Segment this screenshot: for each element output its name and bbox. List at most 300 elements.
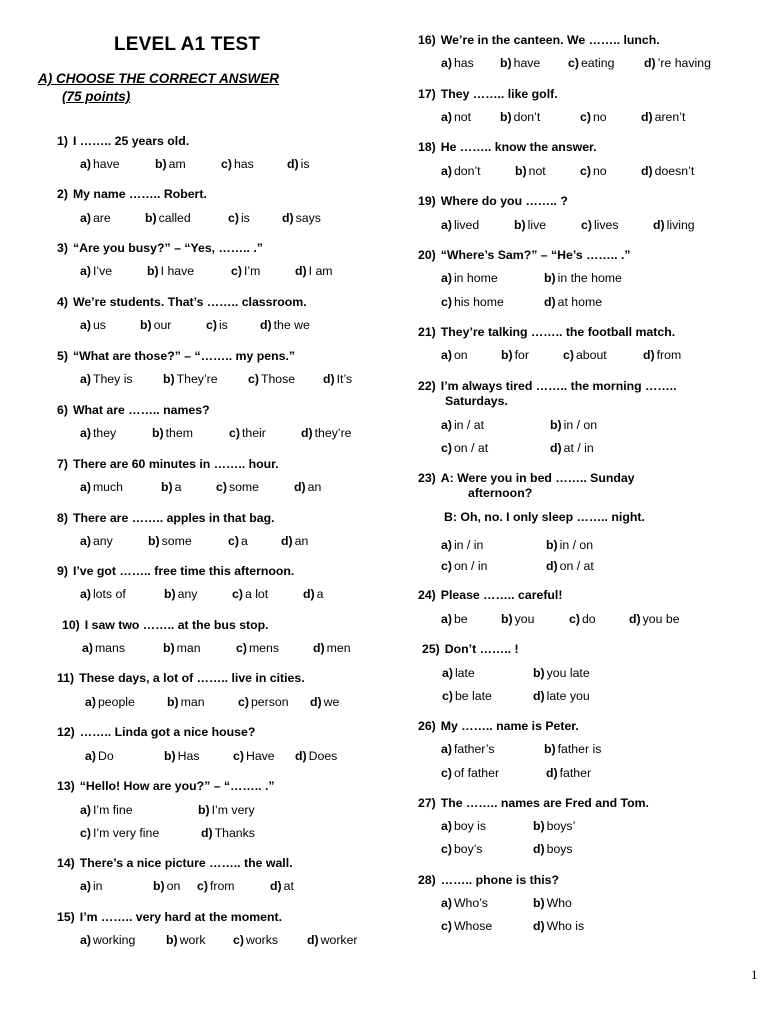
option-letter: d) xyxy=(653,218,665,232)
answer-option-17-a[interactable] xyxy=(441,110,471,124)
question-16 xyxy=(418,33,660,47)
question-text: “Hello! How are you?” – “…….. .” xyxy=(79,779,275,793)
option-letter: c) xyxy=(228,534,239,548)
option-text: father xyxy=(559,766,592,780)
option-text: no xyxy=(592,110,607,124)
answer-option-6-c[interactable] xyxy=(229,426,266,440)
question-text: My name …….. Robert. xyxy=(72,187,207,201)
question-28 xyxy=(418,873,559,887)
question-text: I saw two …….. at the bus stop. xyxy=(84,618,269,632)
answer-option-23-a[interactable] xyxy=(441,538,483,552)
option-text: at xyxy=(283,879,294,893)
option-letter: a) xyxy=(80,879,91,893)
answer-option-8-a[interactable] xyxy=(80,534,113,548)
option-text: are xyxy=(92,211,111,225)
option-text: have xyxy=(92,157,120,171)
option-text: from xyxy=(656,348,682,362)
option-text: boy is xyxy=(453,819,487,833)
option-letter: a) xyxy=(80,264,91,278)
answer-option-1-b[interactable] xyxy=(155,157,186,171)
option-letter: b) xyxy=(533,666,545,680)
option-letter: b) xyxy=(140,318,152,332)
option-letter: d) xyxy=(546,766,558,780)
question-number: 9) xyxy=(57,564,68,578)
answer-option-4-a[interactable] xyxy=(80,318,106,332)
option-letter: d) xyxy=(533,919,545,933)
option-letter: b) xyxy=(167,695,179,709)
answer-option-18-c[interactable] xyxy=(580,164,607,178)
answer-option-11-a[interactable] xyxy=(85,695,135,709)
answer-option-15-b[interactable] xyxy=(166,933,206,947)
option-letter: a) xyxy=(82,641,93,655)
question-text: There are …….. apples in that bag. xyxy=(72,511,275,525)
option-text: Who’s xyxy=(453,896,488,910)
answer-option-13-d[interactable] xyxy=(201,826,255,840)
answer-option-22-c[interactable] xyxy=(441,441,488,455)
option-letter: c) xyxy=(441,559,452,573)
answer-option-18-a[interactable] xyxy=(441,164,481,178)
question-18 xyxy=(418,140,597,154)
answer-option-11-b[interactable] xyxy=(167,695,205,709)
option-letter: a) xyxy=(80,480,91,494)
question-text-continued: Saturdays. xyxy=(445,394,508,408)
option-text: some xyxy=(228,480,260,494)
option-letter: a) xyxy=(441,896,452,910)
answer-option-22-a[interactable] xyxy=(441,418,484,432)
answer-option-9-c[interactable] xyxy=(232,587,268,601)
option-letter: b) xyxy=(153,879,165,893)
question-text: I …….. 25 years old. xyxy=(72,134,190,148)
question-number: 26) xyxy=(418,719,436,733)
question-17 xyxy=(418,87,558,101)
option-text: boys xyxy=(546,842,573,856)
question-number: 5) xyxy=(57,349,68,363)
answer-option-7-c[interactable] xyxy=(216,480,259,494)
question-number: 22) xyxy=(418,379,436,393)
question-number: 28) xyxy=(418,873,436,887)
option-letter: b) xyxy=(514,218,526,232)
option-text: on / at xyxy=(453,441,489,455)
option-letter: a) xyxy=(85,695,96,709)
question-number: 27) xyxy=(418,796,436,810)
question-1 xyxy=(57,134,189,148)
answer-option-17-d[interactable] xyxy=(641,110,685,124)
option-letter: c) xyxy=(441,766,452,780)
option-text: their xyxy=(241,426,266,440)
answer-option-25-c[interactable] xyxy=(442,689,492,703)
question-3 xyxy=(57,241,263,255)
option-text: any xyxy=(92,534,113,548)
answer-option-21-a[interactable] xyxy=(441,348,468,362)
answer-option-3-d[interactable] xyxy=(295,264,333,278)
option-letter: d) xyxy=(270,879,282,893)
option-text: I am xyxy=(308,264,333,278)
option-letter: b) xyxy=(166,933,178,947)
option-text: is xyxy=(240,211,250,225)
answer-option-19-d[interactable] xyxy=(653,218,695,232)
option-text: I’ve xyxy=(92,264,113,278)
option-text: live xyxy=(527,218,547,232)
option-letter: d) xyxy=(310,695,322,709)
option-text: Has xyxy=(177,749,200,763)
question-text: I’ve got …….. free time this afternoon. xyxy=(72,564,295,578)
option-text: on / in xyxy=(453,559,488,573)
option-text: on / at xyxy=(559,559,594,573)
answer-option-22-d[interactable] xyxy=(550,441,594,455)
option-text: I’m xyxy=(243,264,261,278)
answer-option-25-a[interactable] xyxy=(442,666,475,680)
answer-option-2-c[interactable] xyxy=(228,211,250,225)
option-letter: b) xyxy=(148,534,160,548)
answer-option-5-c[interactable] xyxy=(248,372,295,386)
option-letter: b) xyxy=(163,641,175,655)
answer-option-20-b[interactable] xyxy=(544,271,622,285)
option-text: in xyxy=(92,879,103,893)
question-26 xyxy=(418,719,579,733)
answer-option-3-b[interactable] xyxy=(147,264,194,278)
question-number: 13) xyxy=(57,779,75,793)
question-number: 1) xyxy=(57,134,68,148)
option-text: from xyxy=(209,879,235,893)
option-text: I’m very fine xyxy=(92,826,160,840)
option-text: Those xyxy=(260,372,296,386)
option-letter: c) xyxy=(229,426,240,440)
answer-option-14-a[interactable] xyxy=(80,879,103,893)
option-letter: c) xyxy=(580,110,591,124)
option-text: his home xyxy=(453,295,504,309)
option-text: in / in xyxy=(453,538,484,552)
option-text: boys’ xyxy=(546,819,576,833)
answer-option-26-c[interactable] xyxy=(441,766,499,780)
answer-option-2-b[interactable] xyxy=(145,211,191,225)
answer-option-12-d[interactable] xyxy=(295,749,337,763)
option-letter: d) xyxy=(546,559,558,573)
question-text: They’re talking …….. the football match. xyxy=(440,325,676,339)
option-letter: a) xyxy=(80,157,91,171)
answer-option-20-c[interactable] xyxy=(441,295,504,309)
option-text: lived xyxy=(453,218,480,232)
answer-option-21-d[interactable] xyxy=(643,348,681,362)
answer-option-21-c[interactable] xyxy=(563,348,607,362)
question-6 xyxy=(57,403,210,417)
answer-option-16-a[interactable] xyxy=(441,56,474,70)
option-text: boy’s xyxy=(453,842,483,856)
answer-option-9-a[interactable] xyxy=(80,587,126,601)
option-text: an xyxy=(307,480,322,494)
option-letter: c) xyxy=(206,318,217,332)
answer-option-14-d[interactable] xyxy=(270,879,294,893)
option-letter: b) xyxy=(501,612,513,626)
option-letter: b) xyxy=(147,264,159,278)
answer-option-24-d[interactable] xyxy=(629,612,680,626)
option-letter: c) xyxy=(580,164,591,178)
answer-option-9-b[interactable] xyxy=(164,587,197,601)
answer-option-26-a[interactable] xyxy=(441,742,495,756)
option-text: in home xyxy=(453,271,498,285)
question-text: I’m …….. very hard at the moment. xyxy=(79,910,283,924)
question-text: Please …….. careful! xyxy=(440,588,563,602)
question-number: 20) xyxy=(418,248,436,262)
option-text: living xyxy=(666,218,695,232)
answer-option-6-a[interactable] xyxy=(80,426,116,440)
question-8 xyxy=(57,511,275,525)
option-text: a lot xyxy=(244,587,269,601)
option-letter: d) xyxy=(287,157,299,171)
question-text: …….. phone is this? xyxy=(440,873,559,887)
answer-option-4-b[interactable] xyxy=(140,318,171,332)
option-letter: c) xyxy=(233,749,244,763)
answer-option-12-c[interactable] xyxy=(233,749,275,763)
option-text: they xyxy=(92,426,117,440)
answer-option-7-b[interactable] xyxy=(161,480,181,494)
question-21 xyxy=(418,325,675,339)
option-text: of father xyxy=(453,766,500,780)
answer-option-8-c[interactable] xyxy=(228,534,248,548)
question-25 xyxy=(422,642,519,656)
answer-option-21-b[interactable] xyxy=(501,348,529,362)
answer-option-18-d[interactable] xyxy=(641,164,694,178)
answer-option-25-b[interactable] xyxy=(533,666,590,680)
option-text: men xyxy=(326,641,351,655)
answer-option-15-c[interactable] xyxy=(233,933,278,947)
option-letter: b) xyxy=(544,742,556,756)
option-letter: b) xyxy=(550,418,562,432)
answer-option-10-a[interactable] xyxy=(82,641,125,655)
option-letter: b) xyxy=(533,819,545,833)
answer-option-9-d[interactable] xyxy=(303,587,323,601)
answer-option-16-b[interactable] xyxy=(500,56,540,70)
option-text: be xyxy=(453,612,468,626)
answer-option-19-a[interactable] xyxy=(441,218,479,232)
option-text: at / in xyxy=(563,441,594,455)
option-letter: a) xyxy=(80,587,91,601)
question-10 xyxy=(62,618,269,632)
question-text: They …….. like golf. xyxy=(440,87,558,101)
option-text: Have xyxy=(245,749,275,763)
option-letter: d) xyxy=(303,587,315,601)
answer-option-19-b[interactable] xyxy=(514,218,546,232)
option-text: mans xyxy=(94,641,126,655)
option-letter: a) xyxy=(441,110,452,124)
answer-option-26-b[interactable] xyxy=(544,742,601,756)
answer-option-6-d[interactable] xyxy=(301,426,352,440)
answer-option-10-c[interactable] xyxy=(236,641,279,655)
answer-option-4-d[interactable] xyxy=(260,318,310,332)
section-label: A) CHOOSE THE CORRECT ANSWER xyxy=(38,71,280,86)
option-text: worker xyxy=(320,933,358,947)
answer-option-5-d[interactable] xyxy=(323,372,352,386)
answer-option-15-d[interactable] xyxy=(307,933,358,947)
answer-option-8-b[interactable] xyxy=(148,534,192,548)
question-4 xyxy=(57,295,307,309)
answer-option-4-c[interactable] xyxy=(206,318,228,332)
option-letter: d) xyxy=(533,842,545,856)
answer-option-13-a[interactable] xyxy=(80,803,133,817)
answer-option-10-b[interactable] xyxy=(163,641,201,655)
answer-option-12-b[interactable] xyxy=(164,749,199,763)
option-text: any xyxy=(177,587,198,601)
answer-option-28-a[interactable] xyxy=(441,896,488,910)
answer-option-27-c[interactable] xyxy=(441,842,482,856)
question-text: Where do you …….. ? xyxy=(440,194,568,208)
option-letter: b) xyxy=(500,56,512,70)
option-letter: c) xyxy=(568,56,579,70)
option-letter: a) xyxy=(441,218,452,232)
answer-option-1-a[interactable] xyxy=(80,157,120,171)
question-text: “Are you busy?” – “Yes, …….. .” xyxy=(72,241,263,255)
option-letter: c) xyxy=(228,211,239,225)
option-letter: c) xyxy=(441,441,452,455)
option-letter: d) xyxy=(544,295,556,309)
option-letter: c) xyxy=(441,919,452,933)
question-number: 6) xyxy=(57,403,68,417)
option-letter: b) xyxy=(164,749,176,763)
answer-option-2-a[interactable] xyxy=(80,211,111,225)
option-text: them xyxy=(165,426,193,440)
answer-option-17-b[interactable] xyxy=(500,110,540,124)
option-text: on xyxy=(166,879,181,893)
answer-option-24-c[interactable] xyxy=(569,612,596,626)
question-number: 10) xyxy=(62,618,80,632)
answer-option-16-c[interactable] xyxy=(568,56,614,70)
option-text: no xyxy=(592,164,607,178)
option-text: called xyxy=(158,211,191,225)
option-text: ’re having xyxy=(657,56,711,70)
question-number: 7) xyxy=(57,457,68,471)
option-text: doesn’t xyxy=(654,164,695,178)
question-number: 18) xyxy=(418,140,436,154)
option-letter: c) xyxy=(80,826,91,840)
option-text: has xyxy=(233,157,254,171)
option-letter: a) xyxy=(441,348,452,362)
answer-option-20-d[interactable] xyxy=(544,295,602,309)
question-24 xyxy=(418,588,562,602)
question-number: 2) xyxy=(57,187,68,201)
question-text: These days, a lot of …….. live in cities. xyxy=(79,671,305,685)
option-text: do xyxy=(581,612,596,626)
option-letter: c) xyxy=(563,348,574,362)
option-letter: c) xyxy=(441,295,452,309)
answer-option-8-d[interactable] xyxy=(281,534,308,548)
option-letter: a) xyxy=(441,56,452,70)
answer-option-14-b[interactable] xyxy=(153,879,180,893)
answer-option-13-b[interactable] xyxy=(198,803,255,817)
option-text: It’s xyxy=(336,372,353,386)
question-number: 15) xyxy=(57,910,75,924)
answer-option-11-d[interactable] xyxy=(310,695,339,709)
option-text: person xyxy=(250,695,289,709)
question-number: 3) xyxy=(57,241,68,255)
answer-option-28-b[interactable] xyxy=(533,896,572,910)
option-letter: d) xyxy=(281,534,293,548)
option-letter: b) xyxy=(163,372,175,386)
answer-option-18-b[interactable] xyxy=(515,164,546,178)
answer-option-25-d[interactable] xyxy=(533,689,590,703)
answer-option-7-d[interactable] xyxy=(294,480,321,494)
answer-option-15-a[interactable] xyxy=(80,933,135,947)
question-5 xyxy=(57,349,295,363)
option-letter: d) xyxy=(641,164,653,178)
option-letter: d) xyxy=(313,641,325,655)
answer-option-27-b[interactable] xyxy=(533,819,575,833)
answer-option-27-a[interactable] xyxy=(441,819,486,833)
answer-option-23-b[interactable] xyxy=(546,538,593,552)
option-letter: d) xyxy=(260,318,272,332)
answer-option-10-d[interactable] xyxy=(313,641,351,655)
question-7 xyxy=(57,457,279,471)
option-letter: a) xyxy=(80,318,91,332)
answer-option-6-b[interactable] xyxy=(152,426,193,440)
option-letter: c) xyxy=(238,695,249,709)
answer-option-11-c[interactable] xyxy=(238,695,289,709)
option-letter: b) xyxy=(544,271,556,285)
option-text: man xyxy=(180,695,205,709)
answer-option-7-a[interactable] xyxy=(80,480,123,494)
option-letter: b) xyxy=(198,803,210,817)
answer-option-1-d[interactable] xyxy=(287,157,310,171)
option-text: works xyxy=(245,933,279,947)
answer-option-24-b[interactable] xyxy=(501,612,534,626)
answer-option-16-d[interactable] xyxy=(644,56,711,70)
question-number: 11) xyxy=(57,671,75,685)
option-text: working xyxy=(92,933,136,947)
option-letter: a) xyxy=(441,742,452,756)
answer-option-5-b[interactable] xyxy=(163,372,218,386)
answer-option-19-c[interactable] xyxy=(581,218,619,232)
answer-option-26-d[interactable] xyxy=(546,766,591,780)
option-text: late you xyxy=(546,689,590,703)
question-23 xyxy=(418,471,635,485)
answer-option-14-c[interactable] xyxy=(197,879,235,893)
option-letter: a) xyxy=(85,749,96,763)
answer-option-28-c[interactable] xyxy=(441,919,492,933)
question-text: The …….. names are Fred and Tom. xyxy=(440,796,649,810)
question-14 xyxy=(57,856,293,870)
option-letter: d) xyxy=(201,826,213,840)
answer-option-23-c[interactable] xyxy=(441,559,487,573)
answer-option-20-a[interactable] xyxy=(441,271,498,285)
option-text: not xyxy=(528,164,546,178)
option-letter: b) xyxy=(533,896,545,910)
question-text: We’re in the canteen. We …….. lunch. xyxy=(440,33,660,47)
answer-option-22-b[interactable] xyxy=(550,418,597,432)
answer-option-3-a[interactable] xyxy=(80,264,112,278)
option-text: don’t xyxy=(453,164,481,178)
answer-option-28-d[interactable] xyxy=(533,919,584,933)
answer-option-17-c[interactable] xyxy=(580,110,607,124)
answer-option-12-a[interactable] xyxy=(85,749,114,763)
option-letter: a) xyxy=(80,372,91,386)
answer-option-1-c[interactable] xyxy=(221,157,254,171)
option-text: eating xyxy=(580,56,615,70)
answer-option-13-c[interactable] xyxy=(80,826,159,840)
answer-option-3-c[interactable] xyxy=(231,264,260,278)
option-text: at home xyxy=(557,295,603,309)
option-text: Who xyxy=(546,896,572,910)
option-text: has xyxy=(453,56,474,70)
option-letter: a) xyxy=(80,211,91,225)
option-letter: b) xyxy=(500,110,512,124)
question-text: “What are those?” – “…….. my pens.” xyxy=(72,349,296,363)
answer-option-23-d[interactable] xyxy=(546,559,594,573)
option-letter: b) xyxy=(546,538,558,552)
answer-option-5-a[interactable] xyxy=(80,372,133,386)
question-number: 4) xyxy=(57,295,68,309)
answer-option-27-d[interactable] xyxy=(533,842,573,856)
answer-option-24-a[interactable] xyxy=(441,612,468,626)
answer-option-2-d[interactable] xyxy=(282,211,321,225)
option-text: be late xyxy=(454,689,492,703)
